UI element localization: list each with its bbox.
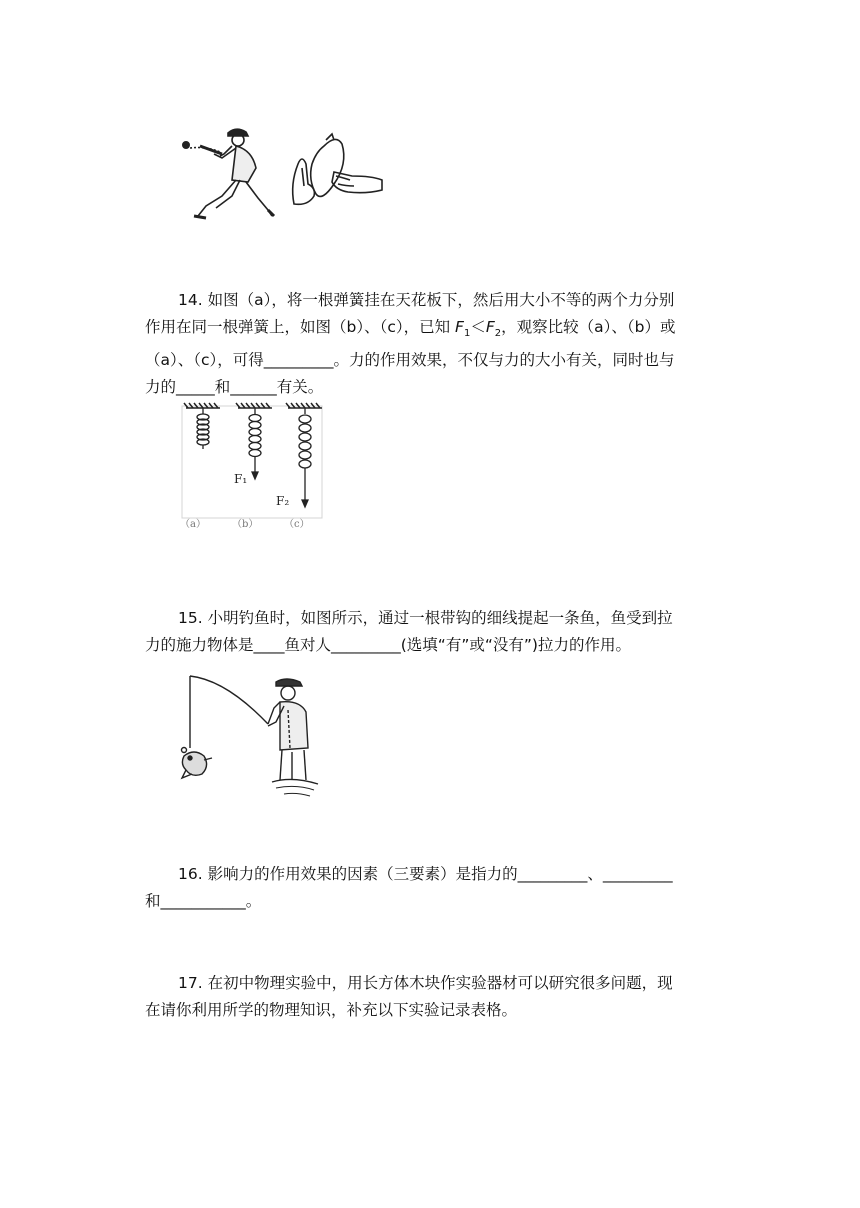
question-14 (145, 287, 720, 401)
figure-batter-balloon (176, 124, 386, 224)
label-f1: F₁ (234, 472, 248, 486)
f1-symbol: F (455, 318, 464, 336)
less-than-sign: ＜ (470, 318, 486, 336)
q17-line-1: 17. 在初中物理实验中，用长方体木块作实验器材可以研究很多问题，现 (178, 974, 673, 992)
caption-b: （b） (232, 519, 259, 530)
label-f2: F₂ (276, 494, 290, 508)
caption-a: （a） (180, 519, 206, 530)
q16-line-2: 和___________。 (145, 892, 262, 910)
q15-line-2: 力的施力物体是____鱼对人_________(选填“有”或“没有”)拉力的作用。 (145, 636, 631, 654)
q14-line-2-text-b: ，观察比较（a）、（b）或 (501, 318, 676, 336)
q14-line-4: 力的_____和______有关。 (145, 378, 324, 397)
q16-line-1: 16. 影响力的作用效果的因素（三要素）是指力的_________、_________ (178, 865, 673, 883)
q14-line-2-text-a: 作用在同一根弹簧上，如图（b）、（c），已知 (145, 318, 456, 336)
spring-a (197, 408, 209, 449)
q17-line-2: 在请你利用所学的物理知识，补充以下实验记录表格。 (145, 1001, 518, 1019)
caption-c: （c） (284, 519, 310, 530)
fisherman-drawing (268, 679, 318, 796)
f2-symbol: F (485, 318, 495, 336)
figure-fishing (176, 672, 326, 804)
spring-c (299, 408, 311, 507)
fish-drawing (182, 748, 213, 779)
balloon-drawing (293, 134, 382, 204)
spring-b (249, 408, 261, 479)
question-15 (145, 605, 720, 659)
q14-line-1: 14. 如图（a），将一根弹簧挂在天花板下，然后用大小不等的两个力分别 (178, 291, 675, 309)
figure-springs (176, 402, 326, 532)
f2-subscript: 2 (494, 328, 502, 340)
q15-line-1: 15. 小明钓鱼时，如图所示，通过一根带钩的细线提起一条鱼，鱼受到拉 (178, 609, 673, 627)
q14-line-2 (145, 314, 720, 347)
batter-drawing (183, 129, 274, 218)
f1-subscript: 1 (463, 328, 471, 340)
q14-line-3: （a）、（c），可得_________。力的作用效果，不仅与力的大小有关，同时也与 (145, 351, 675, 370)
question-17 (145, 970, 720, 1024)
question-16 (145, 861, 720, 915)
